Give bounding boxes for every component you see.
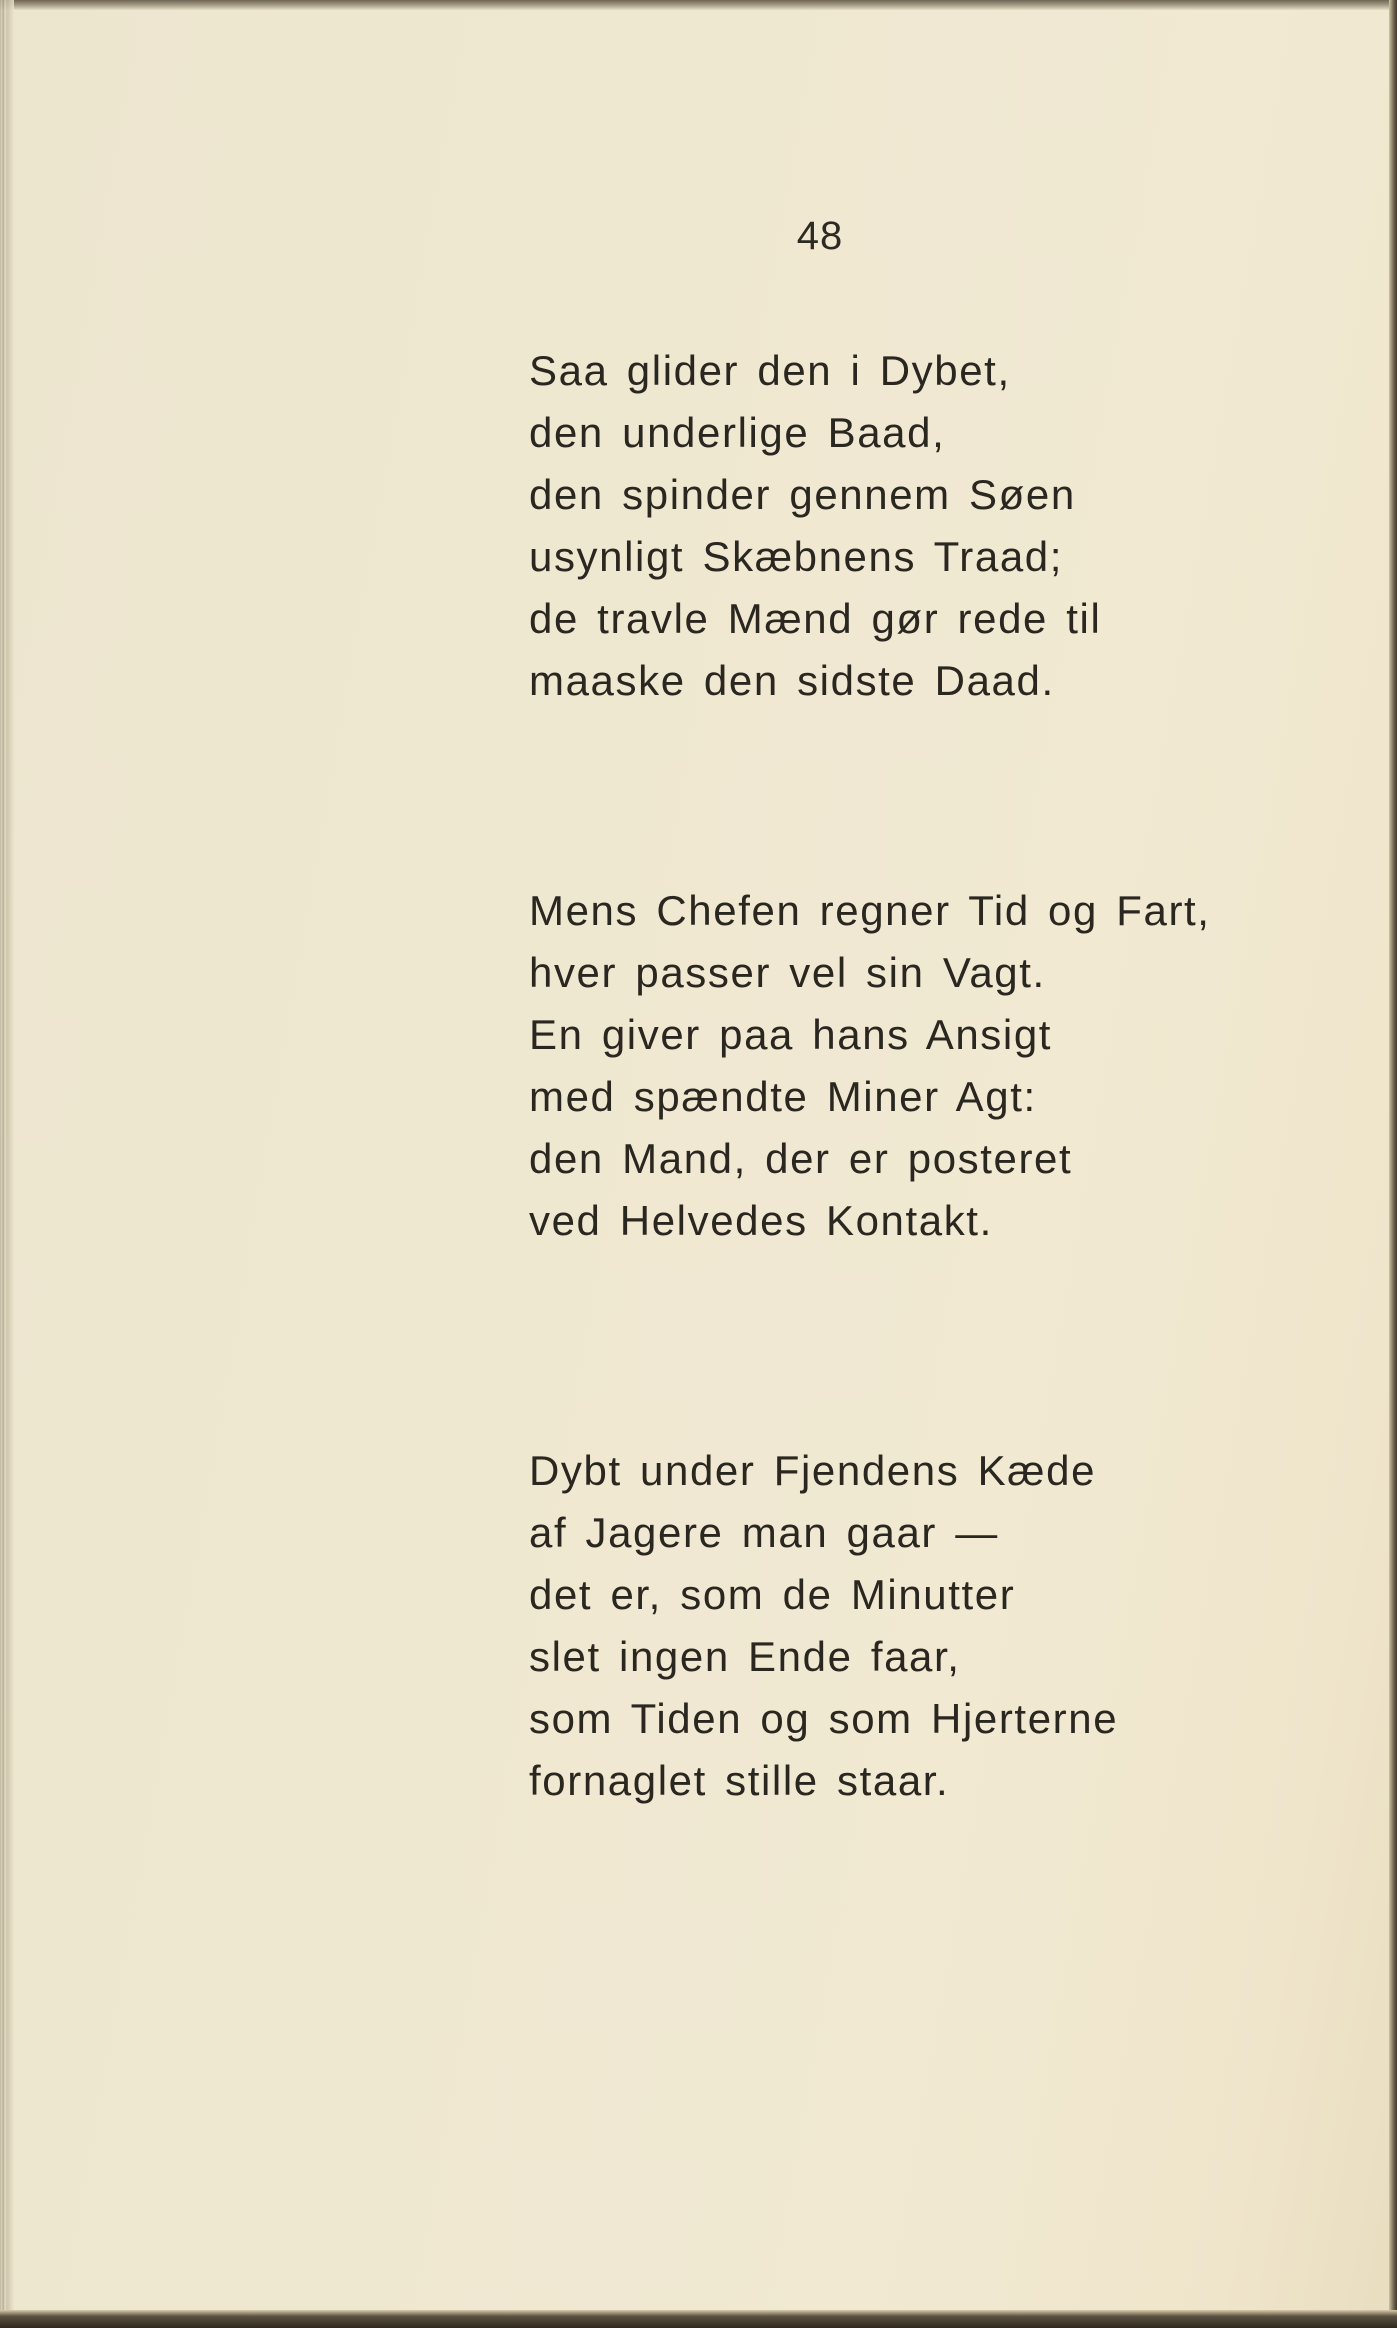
page-top-edge xyxy=(0,0,1397,10)
verse-line: hver passer vel sin Vagt. xyxy=(529,949,1046,996)
verse-line: den Mand, der er posteret xyxy=(529,1135,1073,1182)
verse-line: slet ingen Ende faar, xyxy=(529,1633,961,1680)
verse-line: de travle Mænd gør rede til xyxy=(529,595,1102,642)
verse-line: den underlige Baad, xyxy=(529,409,946,456)
verse-line: ved Helvedes Kontakt. xyxy=(529,1197,993,1244)
verse-line: det er, som de Minutter xyxy=(529,1571,1016,1618)
page-right-edge xyxy=(1389,0,1397,2328)
verse-line: fornaglet stille staar. xyxy=(529,1757,950,1804)
page-number: 48 xyxy=(796,214,844,258)
verse-line: af Jagere man gaar — xyxy=(529,1509,999,1556)
verse-line: usynligt Skæbnens Traad; xyxy=(529,533,1064,580)
stanza-1 xyxy=(529,340,1101,712)
verse-line: maaske den sidste Daad. xyxy=(529,657,1055,704)
verse-line: Dybt under Fjendens Kæde xyxy=(529,1447,1097,1494)
page-bottom-edge xyxy=(0,2310,1397,2328)
verse-line: som Tiden og som Hjerterne xyxy=(529,1695,1119,1742)
verse-line: En giver paa hans Ansigt xyxy=(529,1011,1053,1058)
verse-line: Saa glider den i Dybet, xyxy=(529,347,1011,394)
stanza-3 xyxy=(529,1440,1118,1812)
verse-line: den spinder gennem Søen xyxy=(529,471,1076,518)
verse-line: Mens Chefen regner Tid og Fart, xyxy=(529,887,1211,934)
stanza-2 xyxy=(529,880,1211,1252)
verse-line: med spændte Miner Agt: xyxy=(529,1073,1037,1120)
page-binding-edge xyxy=(0,0,14,2328)
